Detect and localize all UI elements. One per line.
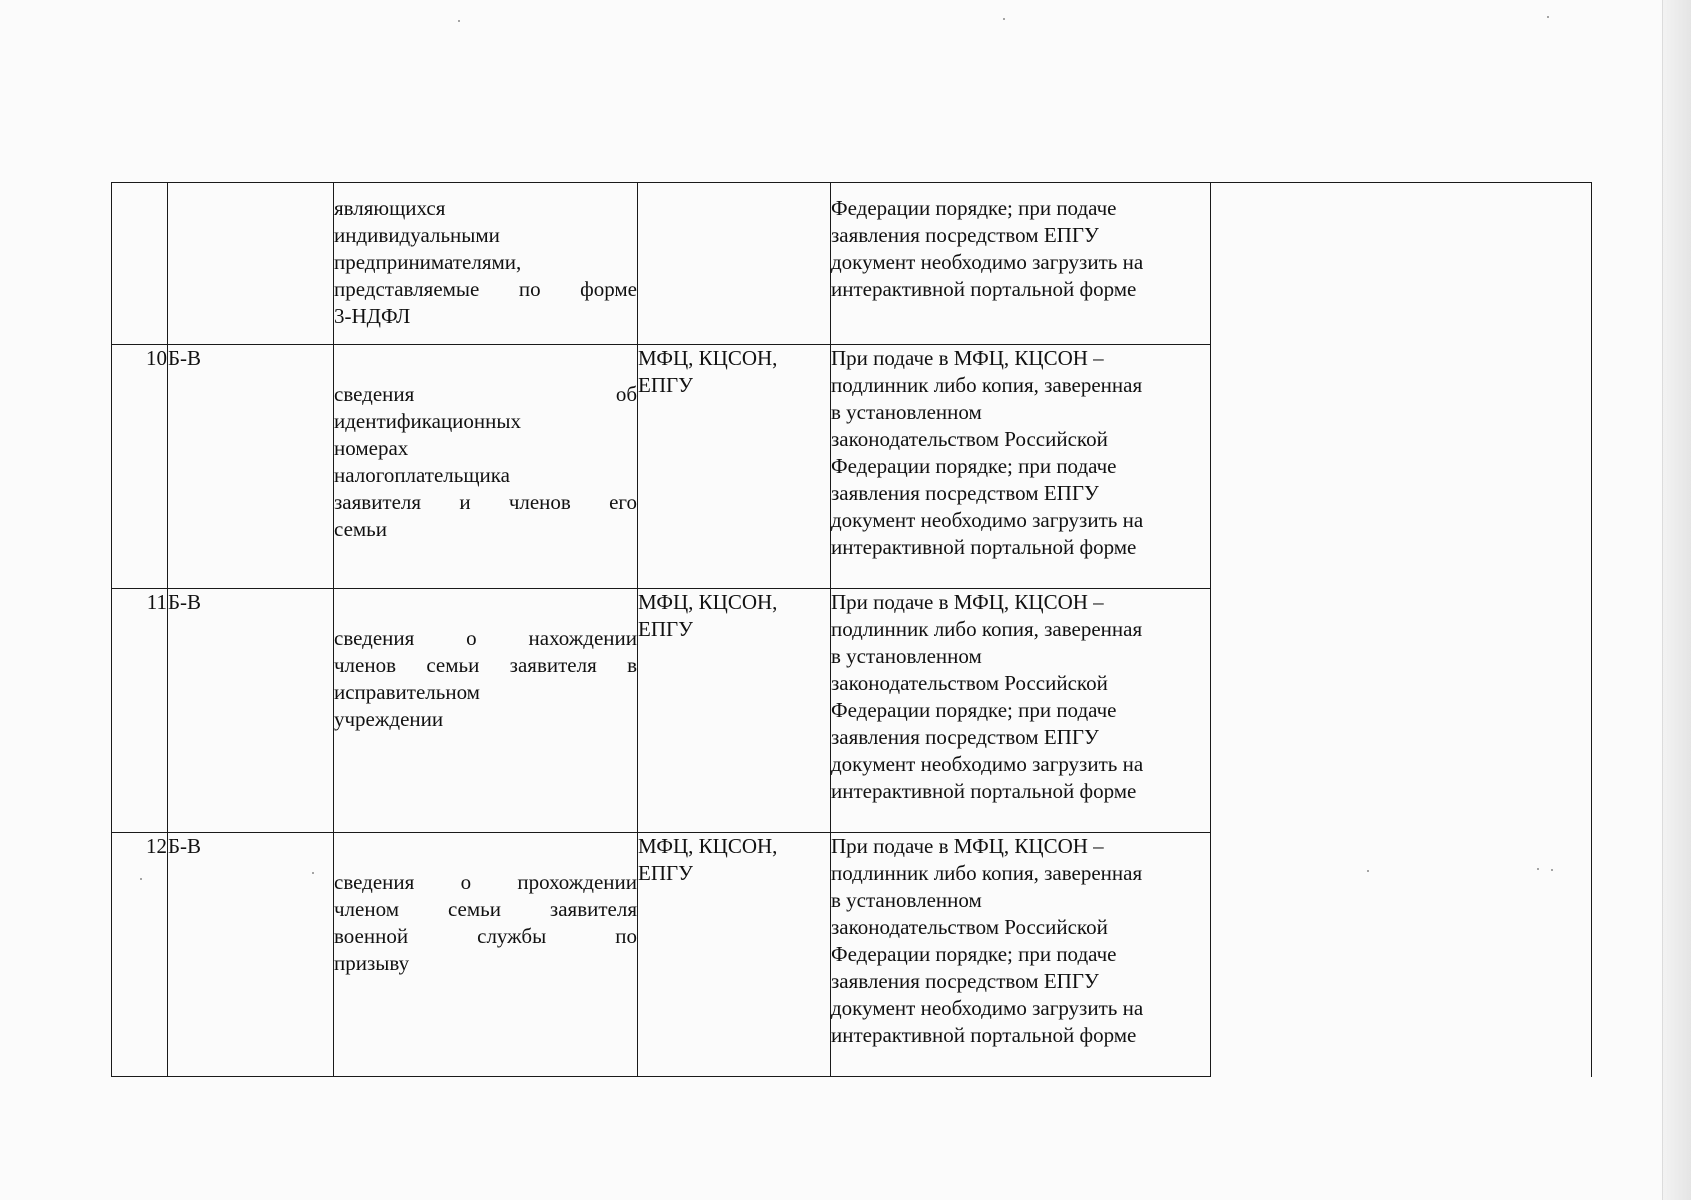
row-requirements: При подаче в МФЦ, КЦСОН – подлинник либо копия, заверенная в установленном законодательством Российской Федерации порядке; при подаче заявления посредством ЕПГУ документ необходимо загрузить на интерактивной портальной форме <box>831 345 1211 589</box>
row-category-code <box>168 183 334 345</box>
row-number: 11 <box>112 589 168 833</box>
row-number: 12 <box>112 833 168 1077</box>
row-description: сведения о прохождении членом семьи заявителя военной службы по призыву <box>334 833 638 1077</box>
row-requirements: Федерации порядке; при подаче заявления посредством ЕПГУ документ необходимо загрузить на интерактивной портальной форме <box>831 183 1211 345</box>
row-description: сведения о нахождении членов семьи заявителя в исправительном учреждении <box>334 589 638 833</box>
scan-speck <box>458 20 460 22</box>
page-edge-shadow <box>1662 0 1691 1200</box>
row-submission-place: МФЦ, КЦСОН, ЕПГУ <box>638 589 831 833</box>
row-submission-place <box>638 183 831 345</box>
empty-column <box>1211 183 1592 1077</box>
row-category-code: Б-В <box>168 833 334 1077</box>
documents-table <box>111 182 1592 1077</box>
scan-speck <box>1003 18 1005 20</box>
row-submission-place: МФЦ, КЦСОН, ЕПГУ <box>638 833 831 1077</box>
table-row <box>112 183 1592 345</box>
row-category-code: Б-В <box>168 345 334 589</box>
scan-speck <box>1547 16 1549 18</box>
row-number <box>112 183 168 345</box>
row-requirements: При подаче в МФЦ, КЦСОН – подлинник либо копия, заверенная в установленном законодательством Российской Федерации порядке; при подаче заявления посредством ЕПГУ документ необходимо загрузить на интерактивной портальной форме <box>831 589 1211 833</box>
row-description: являющихся индивидуальными предпринимателями, представляемые по форме 3-НДФЛ <box>334 183 638 345</box>
row-description: сведения об идентификационных номерах налогоплательщика заявителя и членов его семьи <box>334 345 638 589</box>
row-submission-place: МФЦ, КЦСОН, ЕПГУ <box>638 345 831 589</box>
row-category-code: Б-В <box>168 589 334 833</box>
row-requirements: При подаче в МФЦ, КЦСОН – подлинник либо копия, заверенная в установленном законодательством Российской Федерации порядке; при подаче заявления посредством ЕПГУ документ необходимо загрузить на интерактивной портальной форме <box>831 833 1211 1077</box>
row-number: 10 <box>112 345 168 589</box>
